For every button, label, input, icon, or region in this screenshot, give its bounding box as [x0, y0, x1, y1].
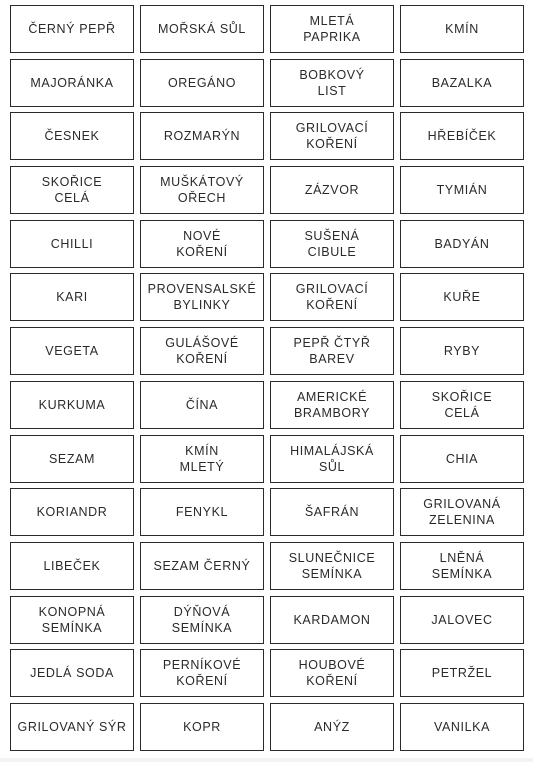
spice-label: RYBY	[400, 327, 524, 375]
spice-label: ANÝZ	[270, 703, 394, 751]
spice-label: SEZAM	[10, 435, 134, 483]
spice-label: ČÍNA	[140, 381, 264, 429]
spice-label: LNĚNÁ SEMÍNKA	[400, 542, 524, 590]
spice-label: KARI	[10, 273, 134, 321]
spice-label: KOPR	[140, 703, 264, 751]
spice-label: BAZALKA	[400, 59, 524, 107]
spice-label: SUŠENÁ CIBULE	[270, 220, 394, 268]
page-bottom-edge	[0, 758, 533, 762]
spice-label: PEPŘ ČTYŘ BAREV	[270, 327, 394, 375]
spice-label: KMÍN MLETÝ	[140, 435, 264, 483]
spice-label: GRILOVACÍ KOŘENÍ	[270, 273, 394, 321]
spice-label: LIBEČEK	[10, 542, 134, 590]
spice-label: AMERICKÉ BRAMBORY	[270, 381, 394, 429]
spice-label: CHILLI	[10, 220, 134, 268]
spice-label: KUŘE	[400, 273, 524, 321]
spice-label: BOBKOVÝ LIST	[270, 59, 394, 107]
spice-label: BADYÁN	[400, 220, 524, 268]
spice-label: GRILOVANÁ ZELENINA	[400, 488, 524, 536]
spice-label: SEZAM ČERNÝ	[140, 542, 264, 590]
spice-label: KONOPNÁ SEMÍNKA	[10, 596, 134, 644]
label-grid	[10, 5, 524, 751]
spice-label: MUŠKÁTOVÝ OŘECH	[140, 166, 264, 214]
spice-label: SLUNEČNICE SEMÍNKA	[270, 542, 394, 590]
spice-label: SKOŘICE CELÁ	[10, 166, 134, 214]
spice-label: MAJORÁNKA	[10, 59, 134, 107]
spice-label: ČERNÝ PEPŘ	[10, 5, 134, 53]
spice-label: HIMALÁJSKÁ SŮL	[270, 435, 394, 483]
spice-label: SKOŘICE CELÁ	[400, 381, 524, 429]
spice-label: PROVENSALSKÉ BYLINKY	[140, 273, 264, 321]
spice-label: JALOVEC	[400, 596, 524, 644]
spice-label: ČESNEK	[10, 112, 134, 160]
spice-label: PERNÍKOVÉ KOŘENÍ	[140, 649, 264, 697]
spice-label: HŘEBÍČEK	[400, 112, 524, 160]
spice-label: ŠAFRÁN	[270, 488, 394, 536]
spice-label: DÝŇOVÁ SEMÍNKA	[140, 596, 264, 644]
spice-label: HOUBOVÉ KOŘENÍ	[270, 649, 394, 697]
spice-label: KURKUMA	[10, 381, 134, 429]
spice-label: GULÁŠOVÉ KOŘENÍ	[140, 327, 264, 375]
spice-label: VANILKA	[400, 703, 524, 751]
spice-label: MOŘSKÁ SŮL	[140, 5, 264, 53]
spice-label: ROZMARÝN	[140, 112, 264, 160]
spice-label: VEGETA	[10, 327, 134, 375]
spice-label: KMÍN	[400, 5, 524, 53]
spice-label: ZÁZVOR	[270, 166, 394, 214]
spice-label: PETRŽEL	[400, 649, 524, 697]
spice-label: KARDAMON	[270, 596, 394, 644]
spice-label: KORIANDR	[10, 488, 134, 536]
spice-label: MLETÁ PAPRIKA	[270, 5, 394, 53]
spice-label: CHIA	[400, 435, 524, 483]
spice-label: NOVÉ KOŘENÍ	[140, 220, 264, 268]
spice-label: GRILOVANÝ SÝR	[10, 703, 134, 751]
spice-label: TYMIÁN	[400, 166, 524, 214]
spice-label: JEDLÁ SODA	[10, 649, 134, 697]
spice-label: GRILOVACÍ KOŘENÍ	[270, 112, 394, 160]
spice-label: OREGÁNO	[140, 59, 264, 107]
spice-label: FENYKL	[140, 488, 264, 536]
